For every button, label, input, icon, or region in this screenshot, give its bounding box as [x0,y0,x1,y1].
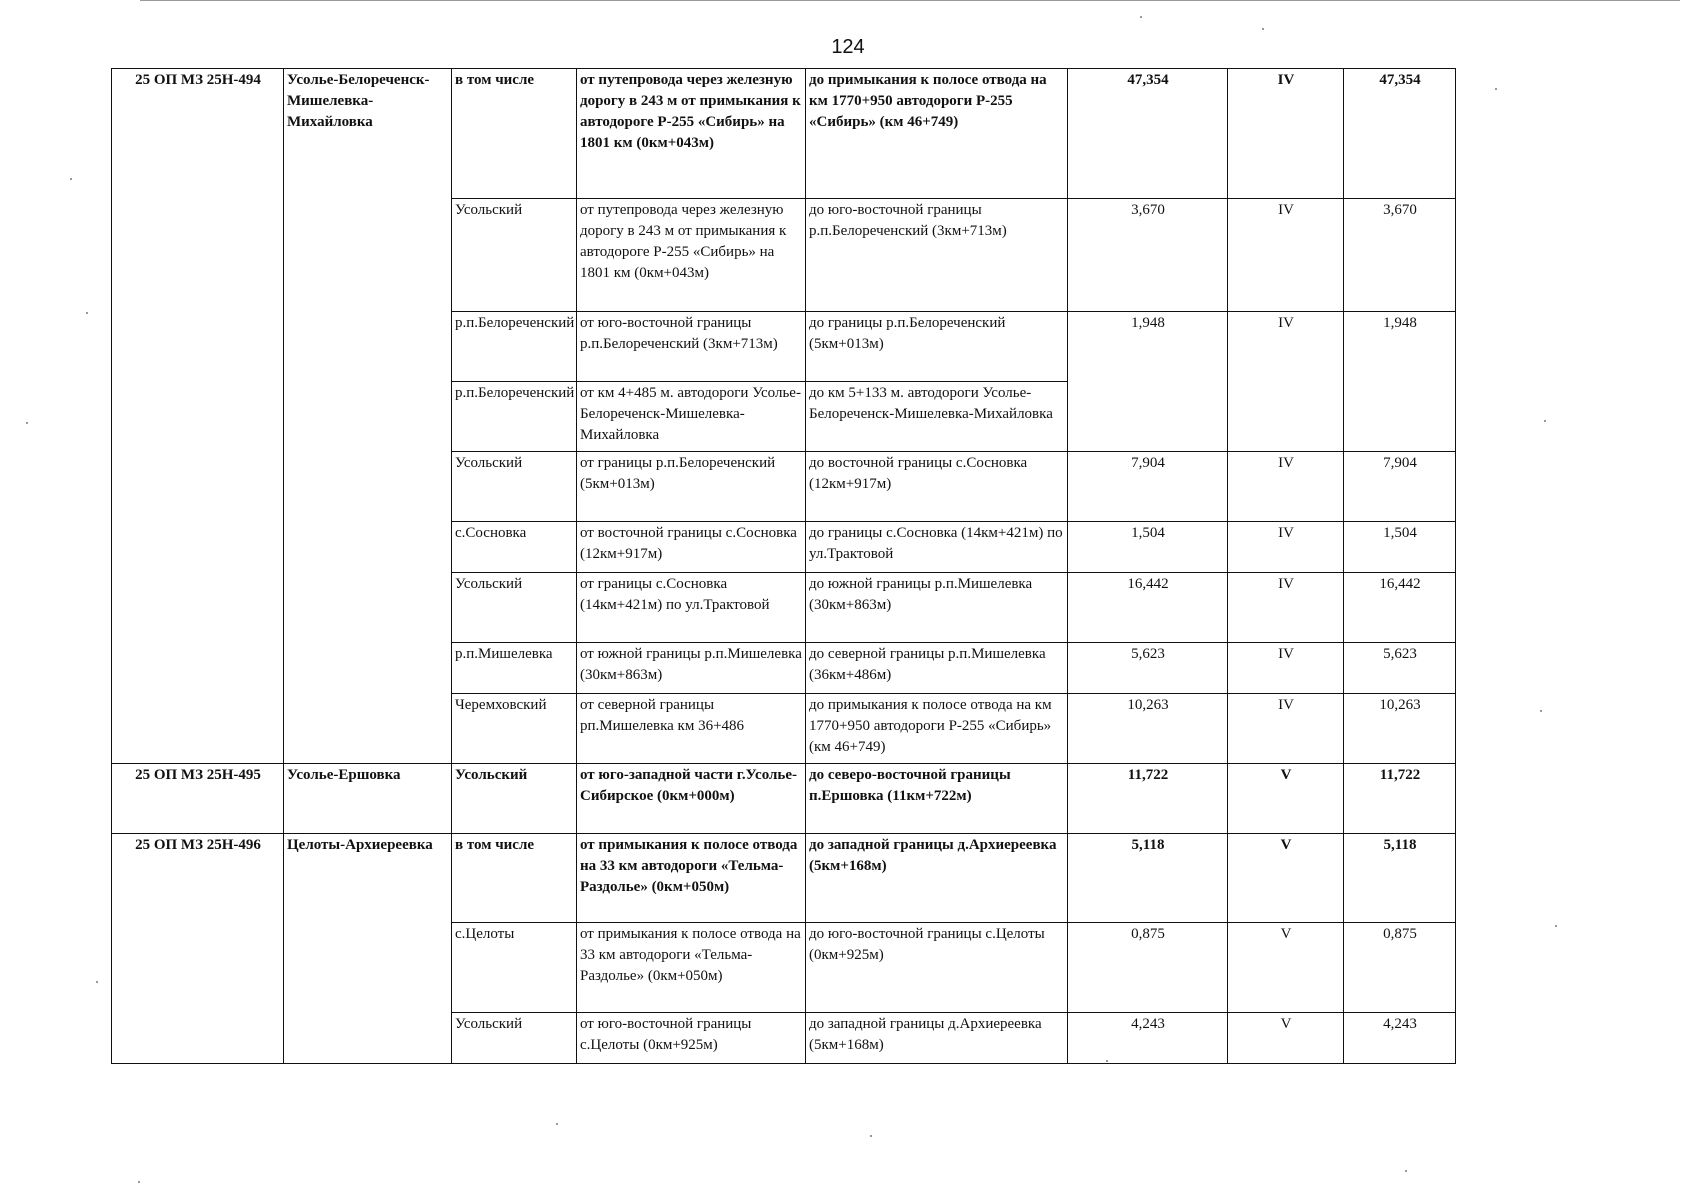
road-name: Целоты-Архиереевка [284,834,452,1064]
section-from: от примыкания к полосе отвода на 33 км автодороги «Тельма-Раздолье» (0км+050м) [577,923,806,1013]
section-from: от границы с.Сосновка (14км+421м) по ул.Трактовой [577,573,806,643]
scan-speck [70,178,72,180]
section-district: Черемховский [452,694,577,764]
scan-speck [1555,925,1557,927]
section-category: IV [1228,452,1344,522]
section-category: IV [1228,573,1344,643]
scan-speck [1540,710,1542,712]
section-total: 0,875 [1344,923,1456,1013]
section-from: от юго-восточной границы с.Целоты (0км+925м) [577,1013,806,1064]
section-length: 5,623 [1068,643,1228,694]
scan-speck [86,312,88,314]
section-length: 3,670 [1068,199,1228,312]
section-total: 1,948 [1344,312,1456,452]
section-from: от путепровода через железную дорогу в 243 м от примыкания к автодороге Р-255 «Сибирь» на 1801 км (0км+043м) [577,199,806,312]
section-category: V [1228,923,1344,1013]
table-row [112,834,1456,923]
section-from: от примыкания к полосе отвода на 33 км автодороги «Тельма-Раздолье» (0км+050м) [577,834,806,923]
section-district: Усольский [452,573,577,643]
road-code: 25 ОП МЗ 25Н-495 [112,764,284,834]
section-district: Усольский [452,199,577,312]
section-category: IV [1228,643,1344,694]
section-from: от границы р.п.Белореченский (5км+013м) [577,452,806,522]
scan-speck [1544,420,1546,422]
section-category: V [1228,834,1344,923]
section-from: от путепровода через железную дорогу в 243 м от примыкания к автодороге Р-255 «Сибирь» на 1801 км (0км+043м) [577,69,806,199]
section-to: до юго-восточной границы р.п.Белореченский (3км+713м) [806,199,1068,312]
section-district: р.п.Белореченский [452,312,577,382]
section-category: IV [1228,694,1344,764]
section-total: 10,263 [1344,694,1456,764]
section-from: от северной границы рп.Мишелевка км 36+486 [577,694,806,764]
roads-table [111,68,1456,1064]
scan-speck [1106,1060,1108,1062]
table-row [112,764,1456,834]
section-category: IV [1228,522,1344,573]
section-from: от южной границы р.п.Мишелевка (30км+863м) [577,643,806,694]
section-category: V [1228,764,1344,834]
road-name: Усолье-Белореченск-Мишелевка-Михайловка [284,69,452,764]
scan-speck [1405,1170,1407,1172]
section-length: 11,722 [1068,764,1228,834]
section-total: 16,442 [1344,573,1456,643]
scan-speck [96,981,98,983]
scan-speck [1262,28,1264,30]
section-to: до южной границы р.п.Мишелевка (30км+863м) [806,573,1068,643]
section-length: 7,904 [1068,452,1228,522]
scan-speck [870,1135,872,1137]
section-length: 4,243 [1068,1013,1228,1064]
section-from: от км 4+485 м. автодороги Усолье-Белореченск-Мишелевка-Михайловка [577,382,806,452]
section-from: от юго-восточной границы р.п.Белореченский (3км+713м) [577,312,806,382]
section-length: 1,504 [1068,522,1228,573]
scan-speck [1495,88,1497,90]
section-to: до западной границы д.Архиереевка (5км+168м) [806,834,1068,923]
section-length: 16,442 [1068,573,1228,643]
scan-speck [556,1123,558,1125]
section-to: до северо-восточной границы п.Ершовка (11км+722м) [806,764,1068,834]
section-from: от юго-западной части г.Усолье-Сибирское (0км+000м) [577,764,806,834]
section-length: 0,875 [1068,923,1228,1013]
page-number: 124 [831,36,865,58]
section-to: до восточной границы с.Сосновка (12км+917м) [806,452,1068,522]
scan-top-edge [140,0,1680,1]
section-district: в том числе [452,834,577,923]
scan-speck [26,422,28,424]
scan-speck [138,1181,140,1183]
section-from: от восточной границы с.Сосновка (12км+917м) [577,522,806,573]
section-district: в том числе [452,69,577,199]
table-row [112,69,1456,199]
section-district: с.Целоты [452,923,577,1013]
section-district: Усольский [452,764,577,834]
section-category: IV [1228,312,1344,452]
section-to: до км 5+133 м. автодороги Усолье-Белореченск-Мишелевка-Михайловка [806,382,1068,452]
section-category: V [1228,1013,1344,1064]
section-district: Усольский [452,452,577,522]
section-length: 10,263 [1068,694,1228,764]
road-name: Усолье-Ершовка [284,764,452,834]
section-total: 1,504 [1344,522,1456,573]
section-to: до примыкания к полосе отвода на км 1770+950 автодороги Р-255 «Сибирь» (км 46+749) [806,694,1068,764]
section-length: 1,948 [1068,312,1228,452]
section-total: 7,904 [1344,452,1456,522]
section-length: 5,118 [1068,834,1228,923]
section-to: до границы р.п.Белореченский (5км+013м) [806,312,1068,382]
section-category: IV [1228,69,1344,199]
road-code: 25 ОП МЗ 25Н-494 [112,69,284,764]
section-category: IV [1228,199,1344,312]
section-to: до западной границы д.Архиереевка (5км+168м) [806,1013,1068,1064]
section-total: 11,722 [1344,764,1456,834]
section-to: до северной границы р.п.Мишелевка (36км+486м) [806,643,1068,694]
section-total: 4,243 [1344,1013,1456,1064]
section-district: с.Сосновка [452,522,577,573]
road-code: 25 ОП МЗ 25Н-496 [112,834,284,1064]
section-to: до юго-восточной границы с.Целоты (0км+925м) [806,923,1068,1013]
section-total: 5,118 [1344,834,1456,923]
section-to: до примыкания к полосе отвода на км 1770+950 автодороги Р-255 «Сибирь» (км 46+749) [806,69,1068,199]
section-total: 47,354 [1344,69,1456,199]
section-length: 47,354 [1068,69,1228,199]
section-district: р.п.Белореченский [452,382,577,452]
section-to: до границы с.Сосновка (14км+421м) по ул.Трактовой [806,522,1068,573]
section-total: 3,670 [1344,199,1456,312]
section-total: 5,623 [1344,643,1456,694]
section-district: Усольский [452,1013,577,1064]
section-district: р.п.Мишелевка [452,643,577,694]
scan-speck [1140,16,1142,18]
